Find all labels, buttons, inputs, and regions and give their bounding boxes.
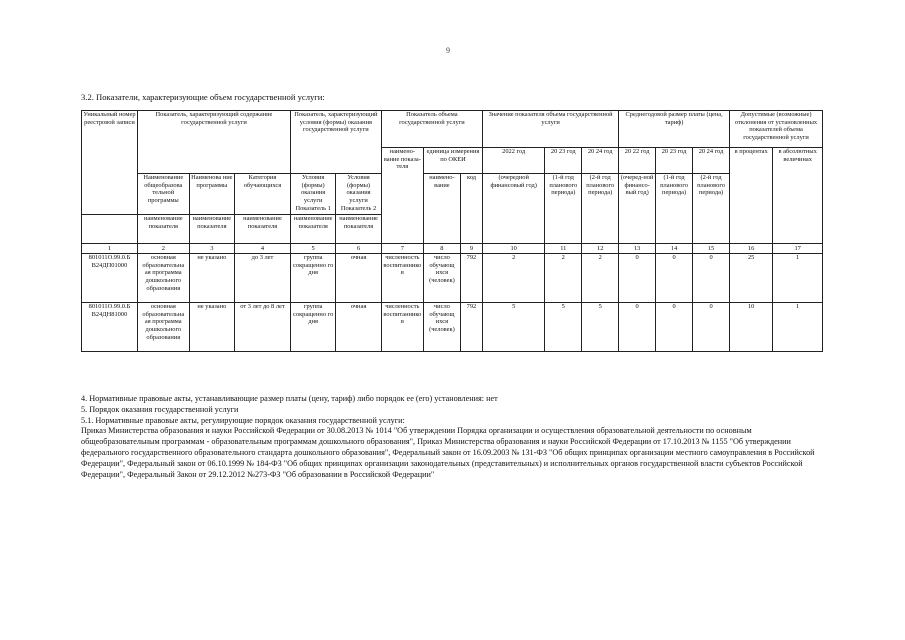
column-number-cell: 16: [730, 244, 773, 254]
table-cell: 2: [582, 254, 619, 303]
column-number-cell: 11: [545, 244, 582, 254]
table-cell: основная образовательна ая программа дошкольного образования: [137, 254, 189, 303]
header-percent: в процентах: [730, 148, 773, 244]
column-number-cell: 14: [656, 244, 693, 254]
table-cell: 0: [656, 303, 693, 352]
header-indicator-name: наимено-вание показа-теля: [381, 148, 423, 244]
column-number-cell: 15: [693, 244, 730, 254]
table-cell: 1: [773, 254, 823, 303]
table-cell: 1: [773, 303, 823, 352]
table-cell: 792: [460, 254, 482, 303]
column-number-cell: 13: [619, 244, 656, 254]
table-cell: 0: [693, 303, 730, 352]
table-cell: 2: [483, 254, 545, 303]
header-indicator-name-label: наименование показателя: [290, 215, 335, 244]
column-number-cell: 12: [582, 244, 619, 254]
table-cell: 0: [619, 303, 656, 352]
header-plan-year-1: (1-й год планового периода): [545, 174, 582, 244]
header-fee-financial-year: (очеред-ной финансо-вый год): [619, 174, 656, 244]
header-fee-plan-year-2: (2-й год планового периода): [693, 174, 730, 244]
note-regulatory-acts-heading: 5.1. Нормативные правовые акты, регулирующие порядок оказания государственной услуги:: [81, 415, 405, 425]
column-number-cell: 3: [189, 244, 234, 254]
header-fee-2023: 20 23 год: [656, 148, 693, 174]
table-cell: 2: [545, 254, 582, 303]
header-volume-value: Значение показателя объема государственной услуги: [483, 111, 619, 148]
table-cell: от 3 лет до 8 лет: [235, 303, 291, 352]
header-condition-2: Условия (формы) оказания услуги Показатель 2: [336, 174, 381, 215]
table-cell: очная: [336, 303, 381, 352]
column-number-cell: 9: [460, 244, 482, 254]
table-cell: 5: [582, 303, 619, 352]
table-cell: число обучающ ихся (человек): [423, 303, 460, 352]
header-indicator-name-label: наименование показателя: [137, 215, 189, 244]
note-regulatory-acts-text: Приказ Министерства образования и науки Российской Федерации от 30.08.2013 № 1014 "Об утверждении Порядка организации и осуществления образовательной деятельности по основным общеобразовательным программам - образовательным программам дошкольного образования", Приказ Министерства образования и науки Российской Федерации от 17.10.2013 № 1155 "Об утверждении федерального государственного образовательного стандарта дошкольного образования", Федеральный закон от 16.09.2003 № 131-ФЗ "Об общих принципах организации местного самоуправления в Российской Федерации", Федеральный закон от 06.10.1999 № 184-ФЗ "Об общих принципах организации законодательных (представительных) и исполнительных органов государственной власти субъектов Российской Федерации", Федеральный Закон от 29.12.2012 №273-ФЗ "Об образовании в Российской Федерации": [81, 426, 815, 479]
header-unique-number: Уникальный номер реестровой записи: [82, 111, 138, 215]
header-plan-year-2: (2-й год планового периода): [582, 174, 619, 244]
header-content-2: Наименова ние программы: [189, 174, 234, 215]
table-cell: не указано: [189, 303, 234, 352]
header-unit-okei: единица измерения по ОКЕИ: [423, 148, 482, 174]
table-cell: не указано: [189, 254, 234, 303]
table-cell: 0: [656, 254, 693, 303]
column-number-cell: 10: [483, 244, 545, 254]
notes-block: [81, 394, 826, 480]
column-number-cell: 8: [423, 244, 460, 254]
header-indicator-name-label: наименование показателя: [189, 215, 234, 244]
header-allowed-deviation: Допустимые (возможные) отклонения от установленных показателей объема государственной услуги: [730, 111, 823, 148]
header-absolute: в абсолютных величинах: [773, 148, 823, 244]
note-procedure-heading: 5. Порядок оказания государственной услуги: [81, 404, 239, 414]
table-cell: численность воспитаннико в: [381, 303, 423, 352]
column-number-cell: 17: [773, 244, 823, 254]
header-fee-2024: 20 24 год: [693, 148, 730, 174]
header-year-2024: 20 24 год: [582, 148, 619, 174]
header-content-indicator: Показатель, характеризующий содержание государственной услуги: [137, 111, 290, 174]
header-indicator-name-label: наименование показателя: [336, 215, 381, 244]
column-number-row: [82, 244, 823, 254]
header-indicator-name-label: [82, 215, 138, 244]
header-condition-1: Условия (формы) оказания услуги Показатель 1: [290, 174, 335, 215]
header-conditions-indicator: Показатель, характеризующий условия (формы) оказания государственной услуги: [290, 111, 381, 174]
volume-indicators-table: [81, 110, 823, 352]
column-number-cell: 5: [290, 244, 335, 254]
table-cell: группа сокращенно го дня: [290, 303, 335, 352]
header-fee-plan-year-1: (1-й год планового периода): [656, 174, 693, 244]
header-unit-name: наимено-вание: [423, 174, 460, 244]
header-content-3: Категория обучающихся: [235, 174, 291, 215]
table-cell: число обучающ ихся (человек): [423, 254, 460, 303]
column-number-cell: 1: [82, 244, 138, 254]
table-cell: 0: [693, 254, 730, 303]
column-number-cell: 4: [235, 244, 291, 254]
table-cell: 0: [619, 254, 656, 303]
table-cell: очная: [336, 254, 381, 303]
header-year-2022: 2022 год: [483, 148, 545, 174]
table-row: [82, 254, 823, 303]
table-row: [82, 303, 823, 352]
page-number: 9: [446, 46, 450, 55]
header-year-2023: 20 23 год: [545, 148, 582, 174]
header-volume-indicator: Показатель объема государственной услуги: [381, 111, 482, 148]
header-indicator-name-label: наименование показателя: [235, 215, 291, 244]
column-number-cell: 2: [137, 244, 189, 254]
section-heading: 3.2. Показатели, характеризующие объем государственной услуги:: [81, 92, 325, 102]
header-financial-year: (очередной финансовый год): [483, 174, 545, 244]
header-average-fee: Среднегодовой размер платы (цена, тариф): [619, 111, 730, 148]
note-regulatory-fee: 4. Нормативные правовые акты, устанавливающие размер платы (цену, тариф) либо порядок ее (его) установления: нет: [81, 394, 498, 403]
header-unit-code: код: [460, 174, 482, 244]
table-cell: 5: [545, 303, 582, 352]
table-cell: 5: [483, 303, 545, 352]
table-cell: 10: [730, 303, 773, 352]
table-cell: 792: [460, 303, 482, 352]
table-cell: 801011О.99.0.Б В24ДН81000: [82, 303, 138, 352]
table-cell: 25: [730, 254, 773, 303]
column-number-cell: 7: [381, 244, 423, 254]
table-cell: до 3 лет: [235, 254, 291, 303]
table-cell: 801011О.99.0.Б В24ДП01000: [82, 254, 138, 303]
column-number-cell: 6: [336, 244, 381, 254]
table-cell: группа сокращенно го дня: [290, 254, 335, 303]
table-cell: численность воспитаннико в: [381, 254, 423, 303]
header-content-1: Наименование общеобразова тельной программы: [137, 174, 189, 215]
table-cell: основная образовательна ая программа дошкольного образования: [137, 303, 189, 352]
header-fee-2022: 20 22 год: [619, 148, 656, 174]
